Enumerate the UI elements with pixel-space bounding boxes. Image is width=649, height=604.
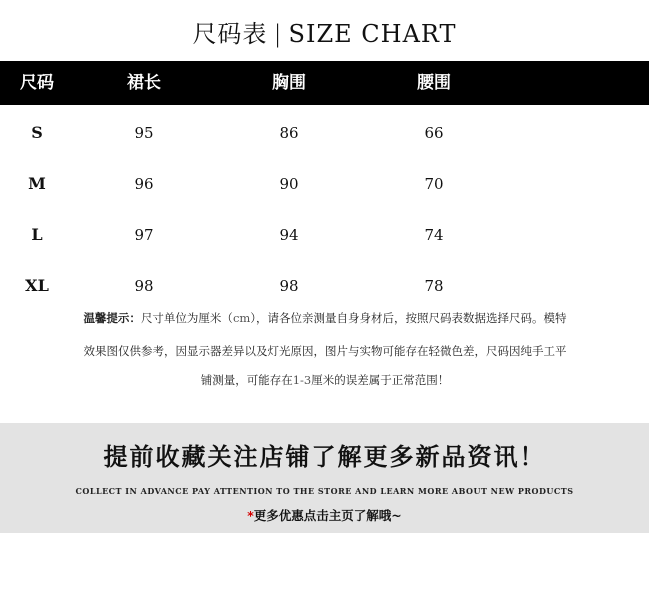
skirt-length-cell: 96 (134, 175, 154, 193)
size-cell: M (28, 174, 46, 193)
header-skirt-length: 裙长 (127, 73, 161, 93)
promo-cta[interactable] (0, 506, 649, 524)
waist-cell: 66 (424, 124, 444, 142)
skirt-length-cell: 97 (134, 226, 154, 244)
note-text: 效果图仅供参考，因显示器差异以及灯光原因，图片与实物可能存在轻微色差，尺码因纯手工平 (83, 344, 567, 358)
note-line-3 (60, 372, 590, 388)
size-cell: L (31, 225, 43, 244)
promo-cta-text[interactable]: 更多优惠点击主页了解哦~ (253, 508, 402, 523)
chart-title-cn: 尺码表 (192, 20, 268, 48)
chart-title (0, 14, 649, 49)
bust-cell: 90 (279, 175, 299, 193)
promo-title: 提前收藏关注店铺了解更多新品资讯！ (103, 442, 546, 471)
note-unit: cm (232, 311, 251, 325)
bust-cell: 94 (279, 226, 299, 244)
header-waist: 腰围 (417, 73, 451, 93)
note-text: 厘米的误差属于正常范围！ (311, 373, 450, 387)
table-row (0, 220, 649, 250)
header-bust: 胸围 (272, 73, 306, 93)
promo-english-text: COLLECT IN ADVANCE PAY ATTENTION TO THE STORE AND LEARN MORE ABOUT NEW PRODUCTS (75, 486, 574, 496)
skirt-length-cell: 95 (134, 124, 154, 142)
size-cell: S (31, 123, 43, 142)
title-separator: | (273, 20, 283, 48)
note-line-1 (60, 310, 590, 326)
waist-cell: 78 (424, 277, 444, 295)
note-text: 铺测量，可能存在 (200, 373, 293, 387)
table-row (0, 271, 649, 301)
header-size: 尺码 (20, 73, 54, 93)
note-label: 温馨提示： (83, 311, 141, 325)
note-text: 尺寸单位为厘米（ (140, 311, 233, 325)
table-row (0, 169, 649, 199)
waist-cell: 70 (424, 175, 444, 193)
bust-cell: 86 (279, 124, 299, 142)
skirt-length-cell: 98 (134, 277, 154, 295)
note-text: ），请各位亲测量自身身材后，按照尺码表数据选择尺码。模特 (250, 311, 567, 325)
size-cell: XL (25, 276, 49, 295)
note-range: 1-3 (292, 373, 312, 387)
note-line-2 (60, 343, 590, 359)
promo-banner (0, 423, 649, 533)
chart-title-en: SIZE CHART (288, 20, 457, 48)
table-row (0, 118, 649, 148)
table-header (0, 61, 649, 105)
waist-cell: 74 (424, 226, 444, 244)
star-icon: * (247, 508, 254, 523)
bust-cell: 98 (279, 277, 299, 295)
